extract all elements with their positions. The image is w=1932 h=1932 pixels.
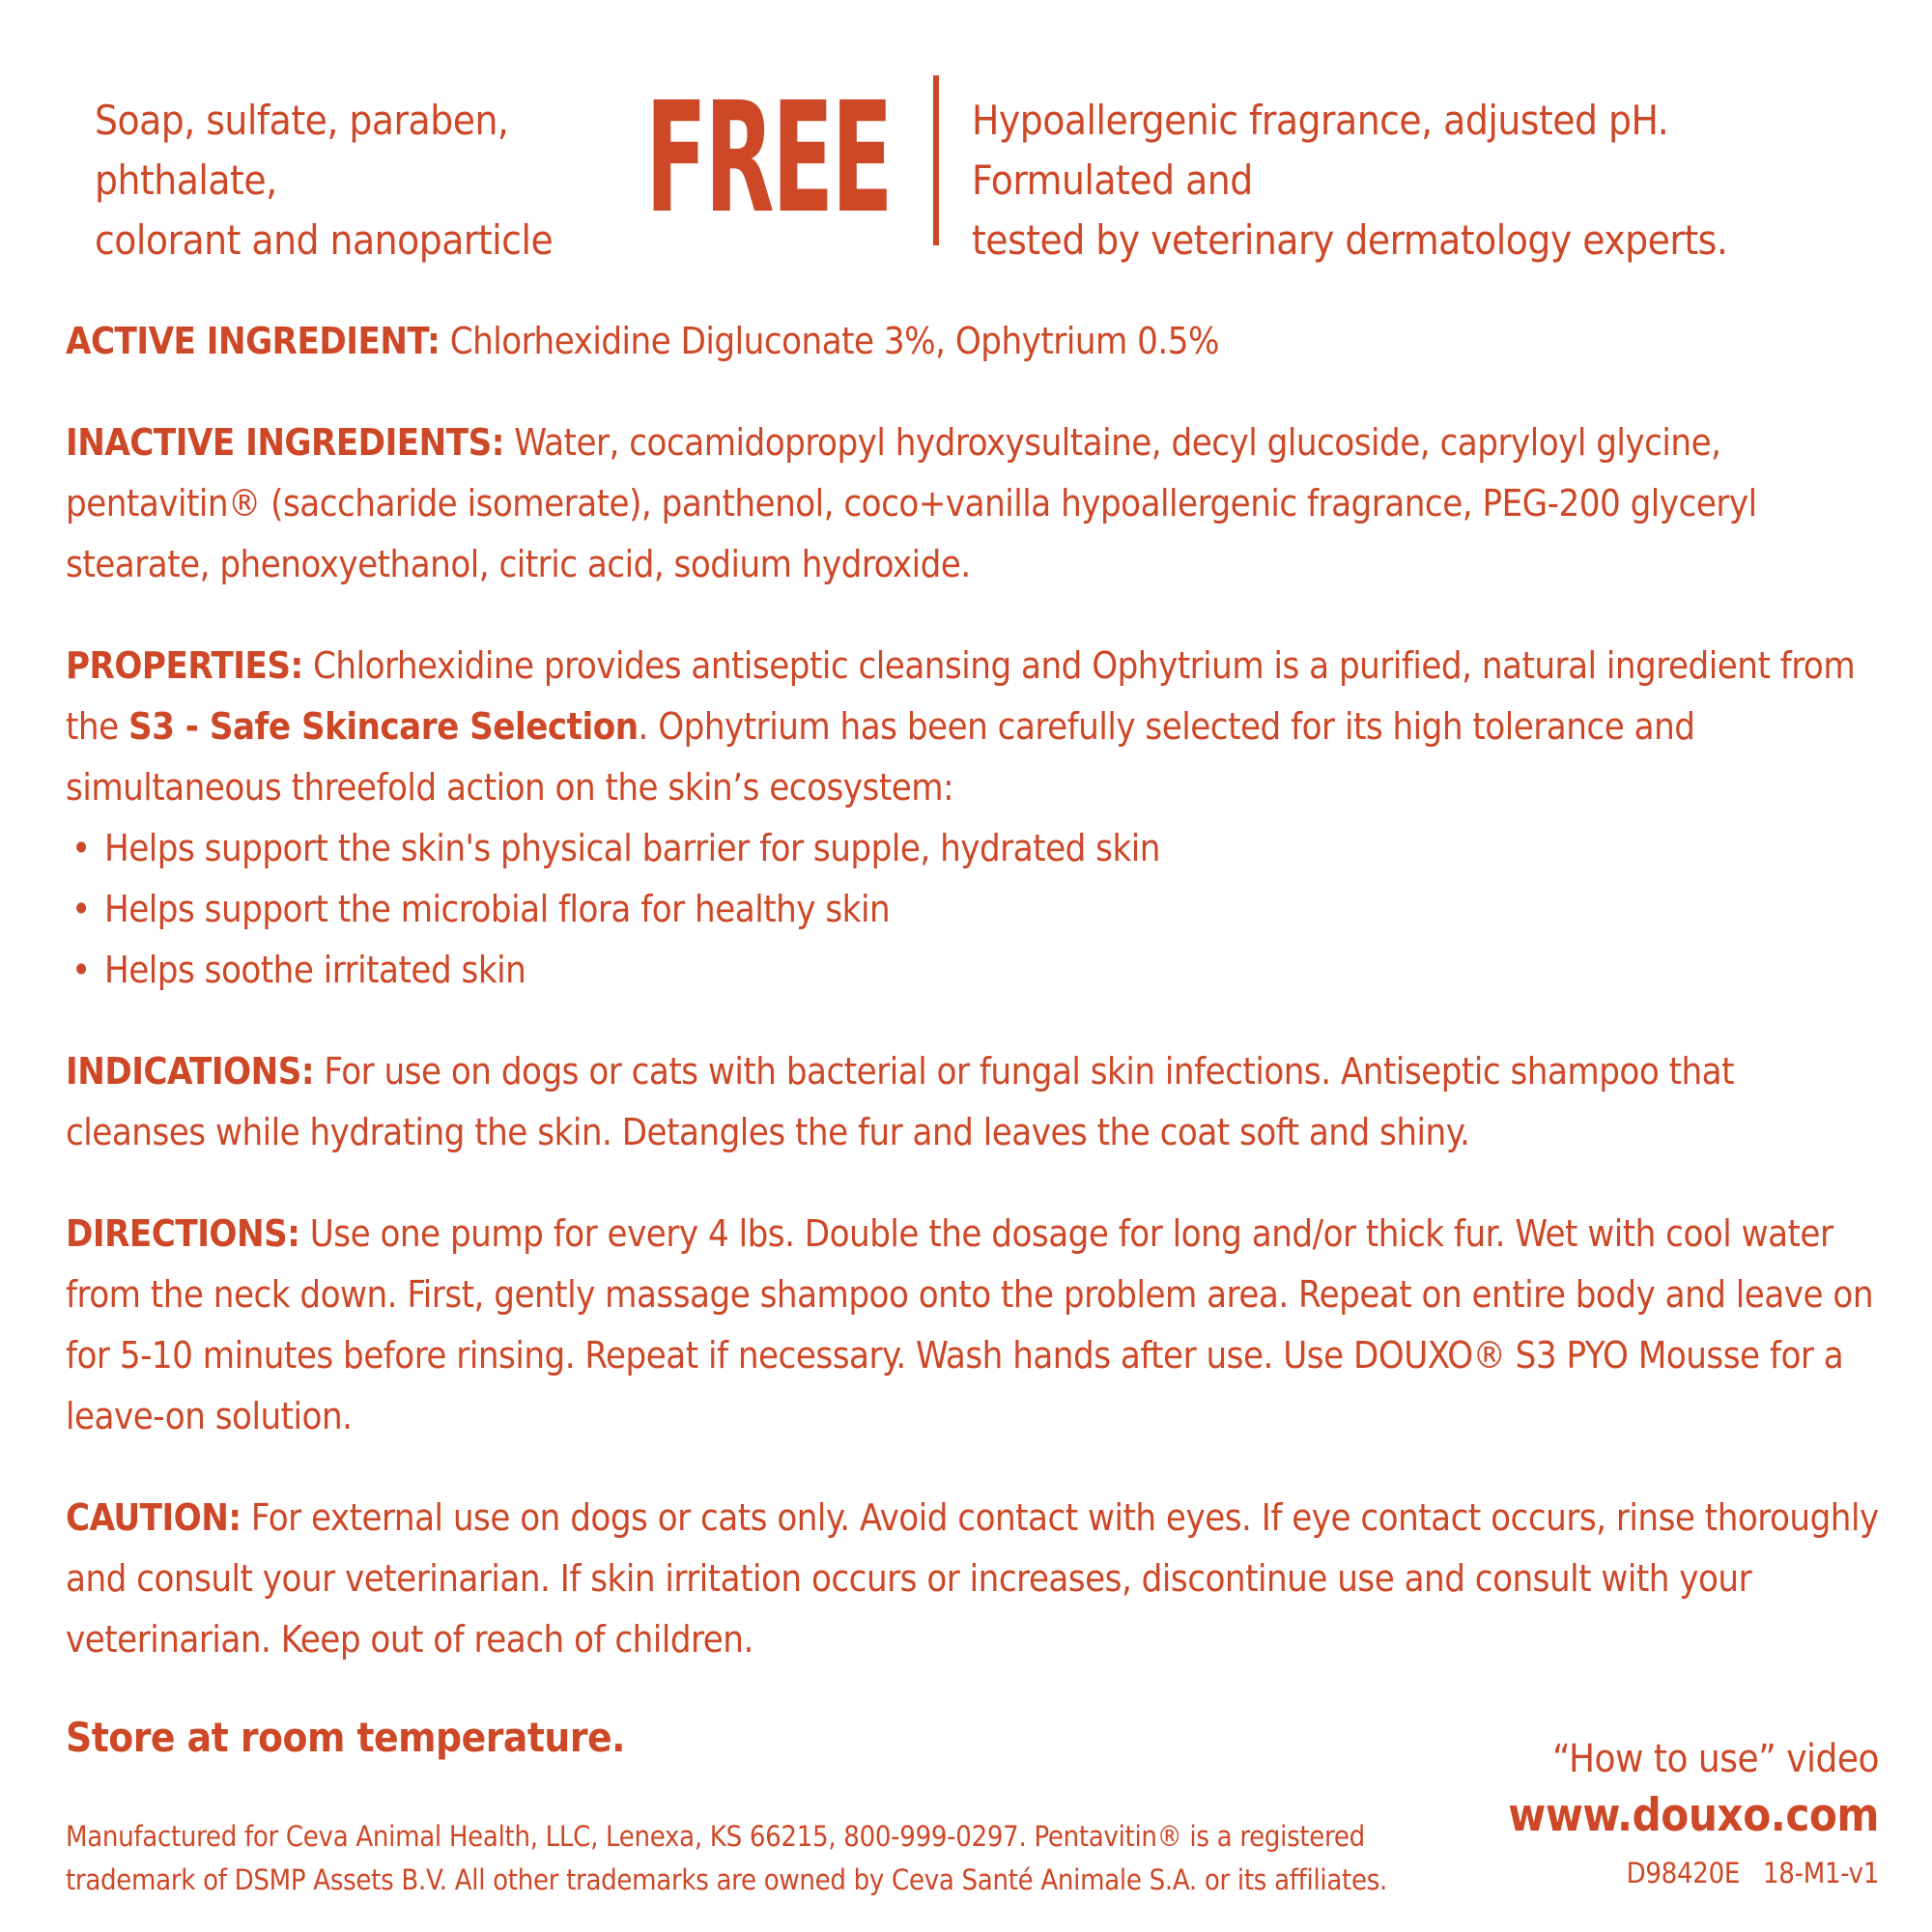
product-code: D98420E 18-M1-v1 [1626,1857,1879,1889]
free-word: FREE [645,70,892,247]
properties-text-1: Chlorhexidine provides antiseptic cleansing and Ophytrium is a purified, natural ingredient from the [66,644,1856,748]
bullet-item-skin-barrier: • Helps support the skin's physical barrier for supple, hydrated skin [66,818,1879,879]
manufacturer-line1: Manufactured for Ceva Animal Health, LLC, Lenexa, KS 66215, 800-999-0297. Pentavitin® is a registered [66,1820,1365,1853]
active-ingredient-text: Chlorhexidine Digluconate 3%, Ophytrium 0.5% [449,320,1219,362]
properties-label: PROPERTIES: [66,644,303,687]
directions-label: DIRECTIONS: [66,1212,300,1255]
section-active-ingredient [66,311,1879,372]
indications-text: For use on dogs or cats with bacterial or fungal skin infections. Antiseptic shampoo that cleanses while hydrating the skin. Detangles the fur and leaves the coat soft and shiny. [66,1050,1735,1153]
how-to-use-video-note: “How to use” video [1552,1737,1879,1781]
free-word-box [645,70,916,247]
bottom-right-block [1508,1732,1879,1902]
caution-text: For external use on dogs or cats only. Avoid contact with eyes. If eye contact occurs, rinse thoroughly and consult your veterinarian. If skin irritation occurs or increases, discontinue use and consult with your veterinarian. Keep out of reach of children. [66,1496,1879,1661]
storage-note: Store at room temperature. [66,1714,625,1761]
free-left-line2: colorant and nanoparticle [95,216,554,264]
free-banner-left-text [95,91,636,270]
directions-text: Use one pump for every 4 lbs. Double the dosage for long and/or thick fur. Wet with cool water from the neck down. First, gently massage shampoo onto the problem area. Repeat on entire body and leave on for 5-10 minutes before rinsing. Repeat if necessary. Wash hands after use. Use DOUXO® S3 PYO Mousse for a leave-on solution. [66,1212,1873,1437]
section-caution [66,1488,1879,1670]
section-properties [66,636,1879,818]
indications-label: INDICATIONS: [66,1050,315,1093]
bottom-left-block [66,1711,1387,1902]
free-right-line2: tested by veterinary dermatology experts. [972,216,1728,264]
website-url: www.douxo.com [1508,1789,1879,1842]
inactive-ingredients-label: INACTIVE INGREDIENTS: [66,421,504,464]
properties-text-2: . Ophytrium has been carefully selected for its high tolerance and simultaneous threefold action on the skin’s ecosystem: [66,705,1695,809]
free-right-line1: Hypoallergenic fragrance, adjusted pH. Formulated and [972,97,1669,204]
manufacturer-info [66,1815,1387,1902]
free-left-line1: Soap, sulfate, paraben, phthalate, [95,97,509,204]
manufacturer-line2: trademark of DSMP Assets B.V. All other trademarks are owned by Ceva Santé Animale S.A. or its affiliates. [66,1863,1388,1896]
inactive-ingredients-text: Water, cocamidopropyl hydroxysultaine, decyl glucoside, capryloyl glycine, pentavitin® (saccharide isomerate), panthenol, coco+vanilla hypoallergenic fragrance, PEG-200 glyceryl stearate, phenoxyethanol, citric acid, sodium hydroxide. [66,421,1757,585]
bullet-item-soothe-skin: • Helps soothe irritated skin [66,940,1879,1001]
properties-bullet-list [66,818,1879,1001]
bullet-item-microbial-flora: • Helps support the microbial flora for healthy skin [66,879,1879,940]
properties-bold-phrase: S3 - Safe Skincare Selection [128,705,639,748]
bottom-row [66,1711,1879,1902]
section-inactive-ingredients [66,412,1879,595]
free-banner [95,70,1879,270]
section-indications [66,1041,1879,1163]
free-banner-right-text [972,91,1861,270]
section-directions [66,1204,1879,1447]
caution-label: CAUTION: [66,1496,242,1539]
active-ingredient-label: ACTIVE INGREDIENT: [66,320,440,362]
vertical-divider [933,75,939,245]
